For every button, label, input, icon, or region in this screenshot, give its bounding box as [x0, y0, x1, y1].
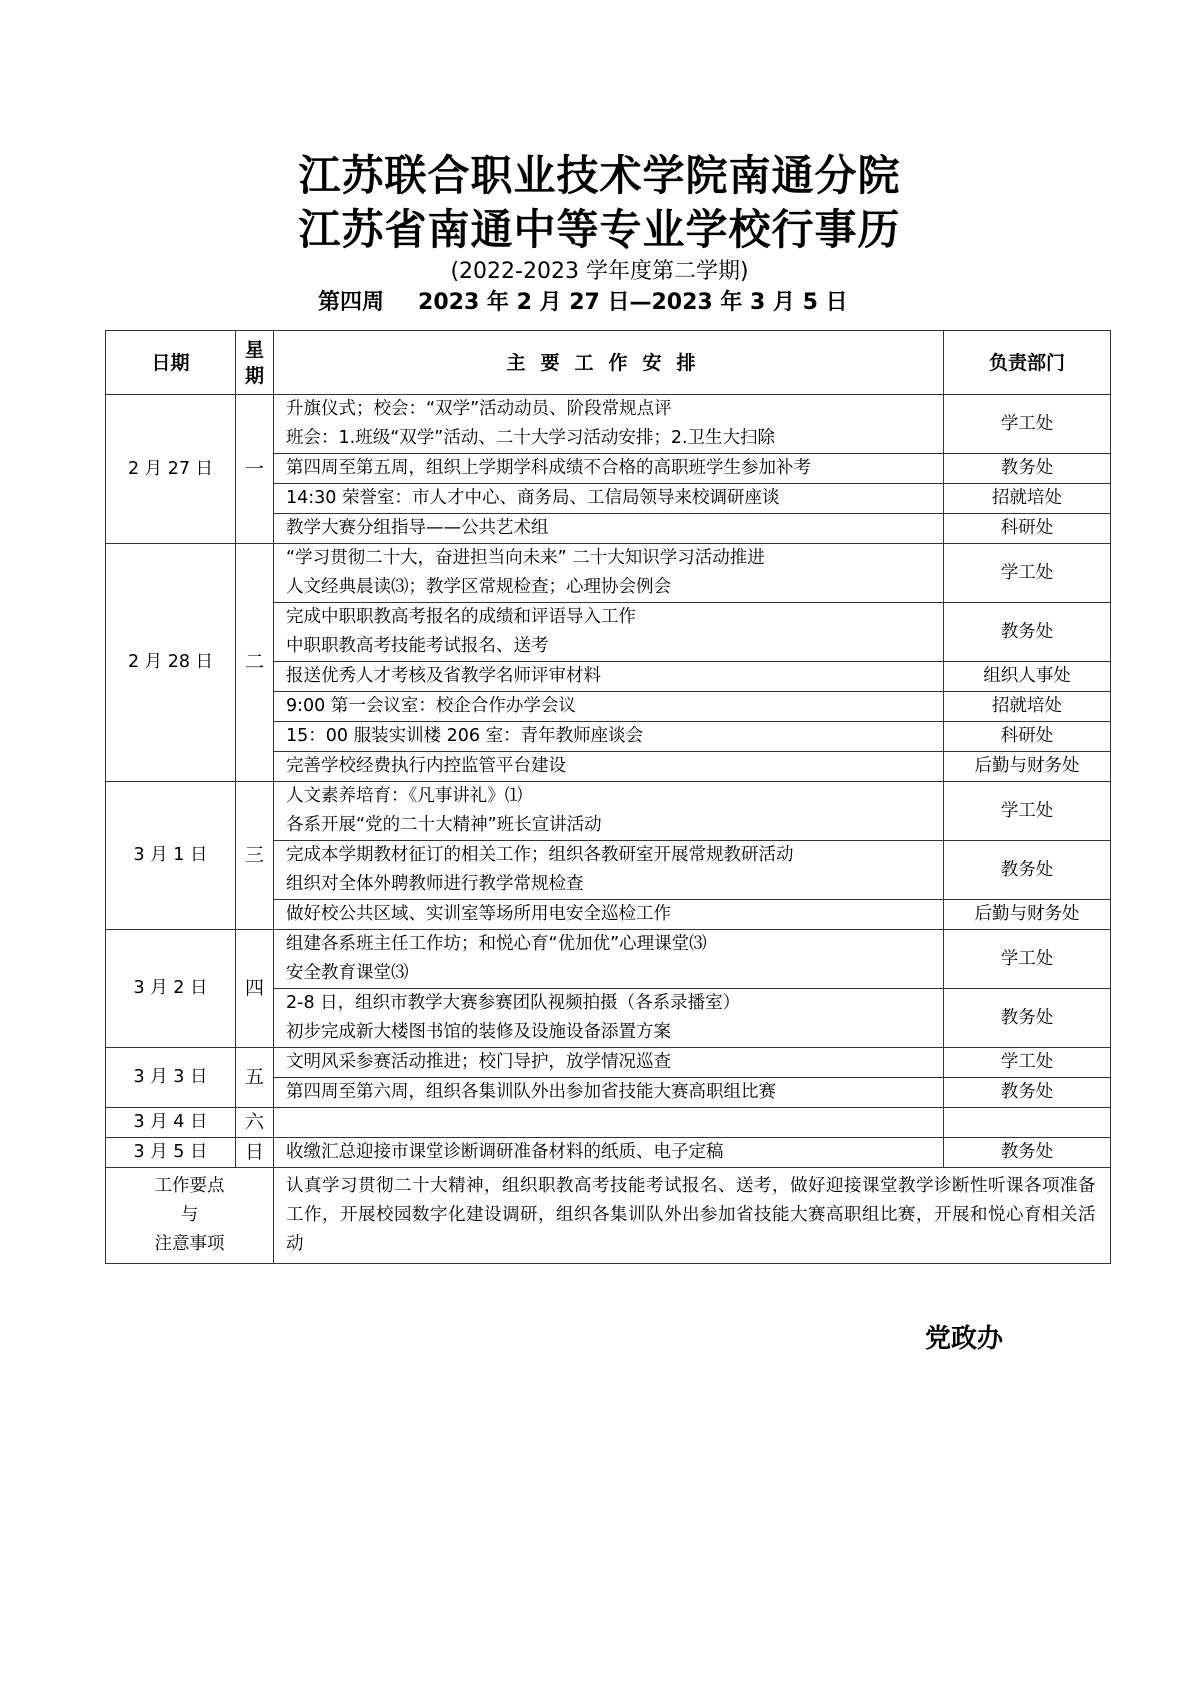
task-line: 各系开展“党的二十大精神”班长宣讲活动: [286, 815, 602, 835]
schedule-body: [106, 395, 1111, 1168]
task-cell: [274, 484, 944, 514]
notes-label-line: 与: [180, 1205, 199, 1225]
notes-row: [106, 1168, 1111, 1264]
task-line: 做好校公共区域、实训室等场所用电安全巡检工作: [286, 904, 671, 924]
dept-cell: 教务处: [944, 454, 1111, 484]
dept-cell: 组织人事处: [944, 662, 1111, 692]
date-cell: 2 月 28 日: [106, 544, 236, 782]
header-weekday-text: [245, 339, 264, 387]
task-cell: [274, 900, 944, 930]
task-line: 组织对全体外聘教师进行教学常规检查: [286, 874, 584, 894]
dept-cell: 学工处: [944, 930, 1111, 989]
dept-cell: 后勤与财务处: [944, 752, 1111, 782]
title-line-1: 江苏联合职业技术学院南通分院: [298, 151, 901, 200]
task-cell: [274, 722, 944, 752]
dept-cell: 招就培处: [944, 484, 1111, 514]
weekday-cell: 六: [236, 1108, 274, 1138]
task-line: 班会：1.班级“双学”活动、二十大学习活动安排；2.卫生大扫除: [286, 428, 776, 448]
header-weekday-char: 星: [244, 338, 264, 361]
task-line: 组建各系班主任工作坊；和悦心育“优加优”心理课堂⑶: [286, 934, 707, 954]
task-line: 收缴汇总迎接市课堂诊断调研准备材料的纸质、电子定稿: [286, 1142, 724, 1162]
week-label: 第四周: [318, 290, 385, 315]
task-line: [286, 1108, 933, 1137]
dept-cell: 学工处: [944, 544, 1111, 603]
table-row: [106, 930, 1111, 989]
table-row: [106, 395, 1111, 454]
notes-label: [106, 1168, 274, 1264]
week-range: 2023 年 2 月 27 日—2023 年 3 月 5 日: [418, 290, 848, 315]
task-cell: [274, 1078, 944, 1108]
task-cell: [274, 544, 944, 603]
dept-cell: 学工处: [944, 395, 1111, 454]
date-cell: 3 月 5 日: [106, 1138, 236, 1168]
notes-text: 认真学习贯彻二十大精神，组织职教高考技能考试报名、送考，做好迎接课堂教学诊断性听课各项准备工作，开展校园数字化建设调研，组织各集训队外出参加省技能大赛高职组比赛，开展和悦心育相关活动: [274, 1168, 1111, 1264]
dept-cell: 科研处: [944, 722, 1111, 752]
task-line: 文明风采参赛活动推进；校门导护，放学情况巡查: [286, 1052, 671, 1072]
task-cell: [274, 662, 944, 692]
weekday-cell: 二: [236, 544, 274, 782]
task-line: 9:00 第一会议室：校企合作办学会议: [286, 696, 576, 716]
date-cell: 3 月 1 日: [106, 782, 236, 930]
dept-cell: 教务处: [944, 1078, 1111, 1108]
date-cell: 2 月 27 日: [106, 395, 236, 544]
weekday-cell: 五: [236, 1048, 274, 1108]
header-row: [106, 331, 1111, 395]
weekday-cell: 四: [236, 930, 274, 1048]
task-line: 完成本学期教材征订的相关工作；组织各教研室开展常规教研活动: [286, 845, 794, 865]
dept-cell: 教务处: [944, 989, 1111, 1048]
task-line: 教学大赛分组指导——公共艺术组: [286, 518, 549, 538]
signature: 党政办: [925, 1324, 1004, 1354]
task-line: 安全教育课堂⑶: [286, 963, 409, 983]
task-cell: [274, 395, 944, 454]
week-line: [318, 285, 882, 316]
dept-cell: 后勤与财务处: [944, 900, 1111, 930]
header-weekday: [236, 331, 274, 395]
table-row: [106, 782, 1111, 841]
table-row: [106, 544, 1111, 603]
task-cell: [274, 989, 944, 1048]
schedule-table: [105, 330, 1111, 1264]
dept-cell: 教务处: [944, 603, 1111, 662]
task-line: 初步完成新大楼图书馆的装修及设施设备添置方案: [286, 1022, 671, 1042]
task-line: 完成中职职教高考报名的成绩和评语导入工作: [286, 607, 636, 627]
dept-cell: 教务处: [944, 1138, 1111, 1168]
title-line-2: 江苏省南通中等专业学校行事历: [298, 205, 901, 254]
task-cell: [274, 752, 944, 782]
dept-cell: 学工处: [944, 1048, 1111, 1078]
task-cell: [274, 692, 944, 722]
task-line: 人文经典晨读⑶；教学区常规检查；心理协会例会: [286, 577, 671, 597]
task-cell: [274, 1048, 944, 1078]
dept-cell: 招就培处: [944, 692, 1111, 722]
task-line: 报送优秀人才考核及省教学名师评审材料: [286, 666, 601, 686]
table-row: [106, 1108, 1111, 1138]
date-cell: 3 月 3 日: [106, 1048, 236, 1108]
dept-cell: 学工处: [944, 782, 1111, 841]
header-dept: 负责部门: [944, 331, 1111, 395]
task-line: 升旗仪式；校会：“双学”活动动员、阶段常规点评: [286, 399, 672, 419]
header-task: 主要工作安排: [274, 331, 944, 395]
table-row: [106, 1138, 1111, 1168]
task-line: 2-8 日，组织市教学大赛参赛团队视频拍摄（各系录播室）: [286, 993, 741, 1013]
date-cell: 3 月 4 日: [106, 1108, 236, 1138]
task-line: “学习贯彻二十大，奋进担当向未来” 二十大知识学习活动推进: [286, 548, 765, 568]
task-line: 第四周至第五周，组织上学期学科成绩不合格的高职班学生参加补考: [286, 458, 811, 478]
task-cell: [274, 1108, 944, 1138]
dept-cell: [944, 1108, 1111, 1138]
task-line: 14:30 荣誉室：市人才中心、商务局、工信局领导来校调研座谈: [286, 488, 780, 508]
subtitle: (2022-2023 学年度第二学期): [450, 259, 749, 284]
table-row: [106, 1048, 1111, 1078]
task-cell: [274, 1138, 944, 1168]
dept-cell: 科研处: [944, 514, 1111, 544]
date-cell: 3 月 2 日: [106, 930, 236, 1048]
dept-cell: 教务处: [944, 841, 1111, 900]
task-line: 人文素养培育：《凡事讲礼》⑴: [286, 786, 523, 806]
task-line: 第四周至第六周，组织各集训队外出参加省技能大赛高职组比赛: [286, 1082, 776, 1102]
task-cell: [274, 514, 944, 544]
task-line: 完善学校经费执行内控监管平台建设: [286, 756, 566, 776]
task-cell: [274, 841, 944, 900]
task-line: 15：00 服装实训楼 206 室：青年教师座谈会: [286, 726, 644, 746]
task-cell: [274, 454, 944, 484]
weekday-cell: 日: [236, 1138, 274, 1168]
weekday-cell: 三: [236, 782, 274, 930]
task-cell: [274, 603, 944, 662]
header-weekday-char: 期: [244, 364, 264, 387]
task-line: 中职职教高考技能考试报名、送考: [286, 636, 549, 656]
weekday-cell: 一: [236, 395, 274, 544]
task-cell: [274, 782, 944, 841]
notes-label-line: 工作要点: [154, 1176, 225, 1196]
header-date: 日期: [106, 331, 236, 395]
task-cell: [274, 930, 944, 989]
notes-label-line: 注意事项: [154, 1234, 225, 1254]
